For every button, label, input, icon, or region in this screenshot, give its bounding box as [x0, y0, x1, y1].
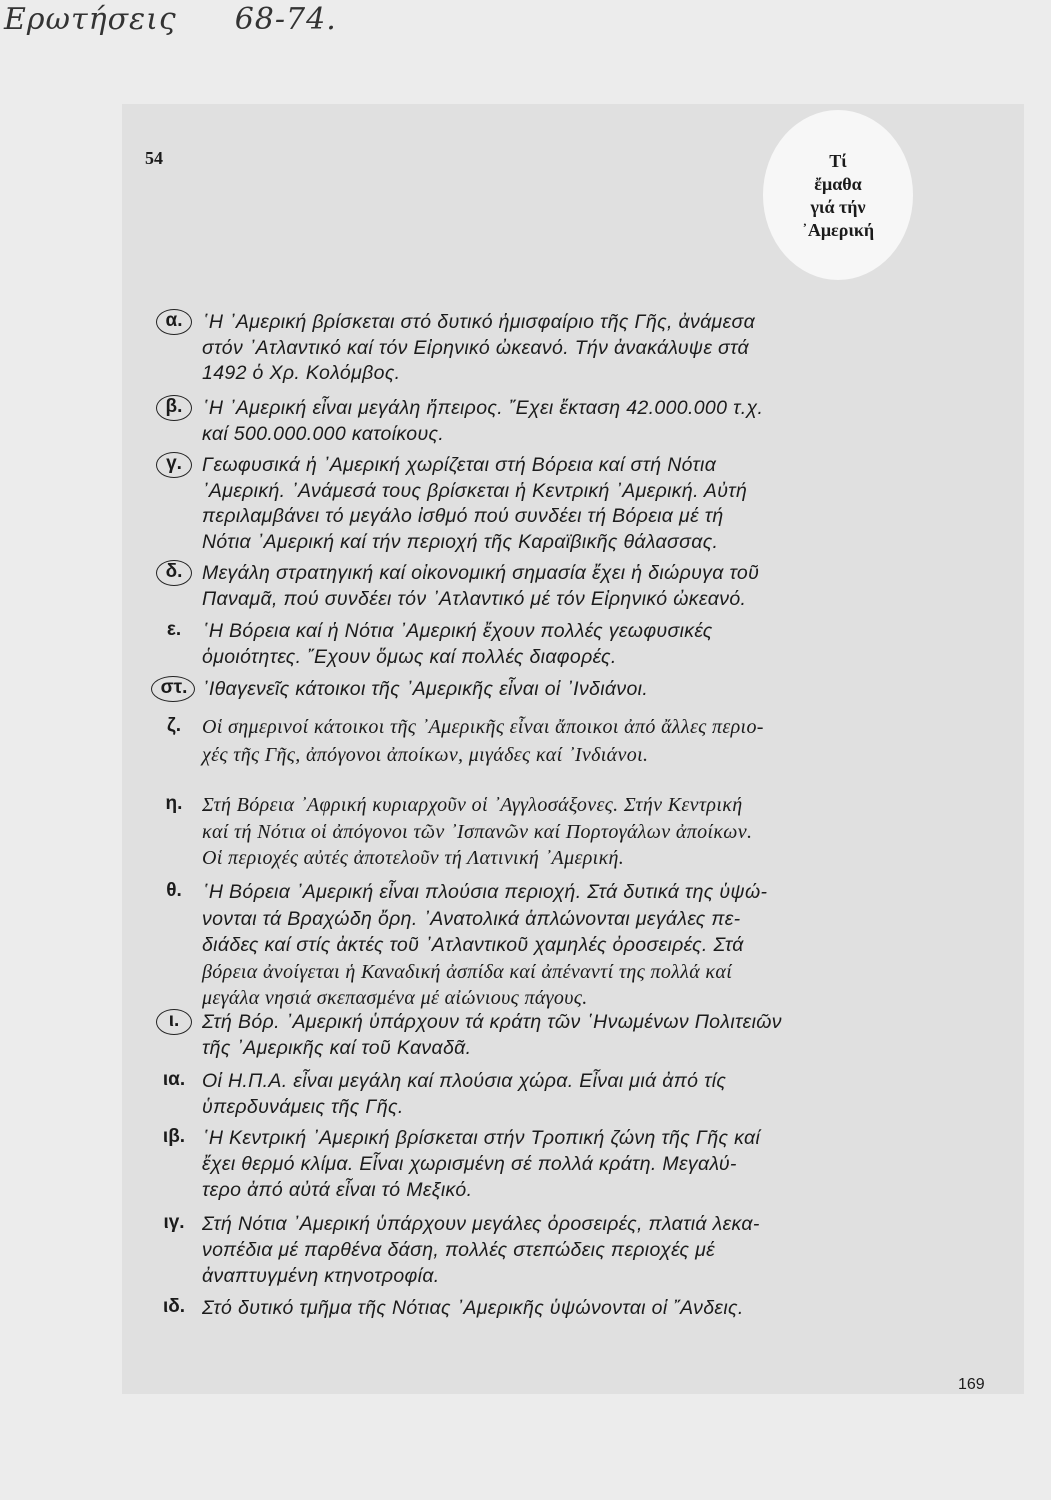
item-text-line: Οἱ σημερινοί κάτοικοι τῆς ᾽Αμερικῆς εἶναι ἄποικοι ἀπό ἄλλες περιο- — [202, 716, 764, 738]
handwritten-range: 68-74. — [234, 2, 337, 37]
item-text-line: τερο ἀπό αὐτά εἶναι τό Μεξικό. — [202, 1179, 473, 1201]
item-label: στ. — [150, 677, 198, 699]
item-text-line: ὑπερδυνάμεις τῆς Γῆς. — [202, 1096, 404, 1118]
item-label: ι. — [150, 1010, 198, 1032]
item-text-line: Νότια ᾽Αμερική καί τήν περιοχή τῆς Καραϊβικῆς θάλασσας. — [202, 530, 719, 553]
item-text-line: διάδες καί στίς ἀκτές τοῦ ᾽Ατλαντικοῦ χαμηλές ὀροσειρές. Στά — [202, 934, 744, 956]
item-label: ια. — [162, 1069, 186, 1090]
item-text-line: Στό δυτικό τμῆμα τῆς Νότιας ᾽Αμερικῆς ὑψώνονται οἱ ῎Ανδεις. — [202, 1297, 744, 1319]
item-text-line: νονται τά Βραχώδη ὄρη. ᾽Ανατολικά ἁπλώνονται μεγάλες πε- — [202, 907, 741, 930]
item-text-line: Παναμᾶ, πού συνδέει τόν ᾽Ατλαντικό μέ τόν Εἰρηνικό ὠκεανό. — [202, 588, 747, 610]
item-label: ε. — [166, 619, 182, 640]
item-text-line: περιλαμβάνει τό μεγάλο ἰσθμό πού συνδέει τή Βόρεια μέ τή — [202, 505, 724, 527]
title-line: γιά τήν — [810, 197, 866, 217]
item-text-line: 1492 ὁ Χρ. Κολόμβος. — [202, 362, 401, 384]
item-text-line: ῾Η Βόρεια καί ἡ Νότια ᾽Αμερική ἔχουν πολλές γεωφυσικές — [202, 620, 713, 642]
item-text-line: Γεωφυσικά ἡ ᾽Αμερική χωρίζεται στή Βόρεια καί στή Νότια — [202, 454, 717, 476]
section-title — [763, 150, 913, 242]
item-label: ζ. — [166, 715, 182, 736]
item-text-line: Στή Βόρεια ᾽Αφρική κυριαρχοῦν οἱ ᾽Αγγλοσάξονες. Στήν Κεντρική — [202, 794, 743, 816]
item-text-line: μεγάλα νησιά σκεπασμένα μέ αἰώνιους πάγους. — [202, 987, 588, 1009]
item-text-line: Οἱ περιοχές αὐτές ἀποτελοῦν τή Λατινική ᾽Αμερική. — [202, 847, 625, 869]
item-text-line: ῾Η Βόρεια ᾽Αμερική εἶναι πλούσια περιοχή. Στά δυτικά της ὑψώ- — [202, 881, 768, 903]
lesson-number: 54 — [145, 148, 163, 168]
item-text-line: τῆς ᾽Αμερικῆς καί τοῦ Καναδᾶ. — [202, 1036, 472, 1059]
item-text-line: ἔχει θερμό κλίμα. Εἶναι χωρισμένη σέ πολλά κράτη. Μεγαλύ- — [202, 1153, 737, 1175]
item-label: θ. — [166, 880, 182, 901]
item-text-line: Οἱ Η.Π.Α. εἶναι μεγάλη καί πλούσια χώρα. Εἶναι μιά ἀπό τίς — [202, 1070, 727, 1092]
item-label: δ. — [150, 561, 198, 583]
item-label: α. — [150, 310, 198, 332]
item-text-line: νοπέδια μέ παρθένα δάση, πολλές στεπώδεις περιοχές μέ — [202, 1239, 716, 1261]
item-text-line: ῾Η Κεντρική ᾽Αμερική βρίσκεται στήν Τροπική ζώνη τῆς Γῆς καί — [202, 1127, 761, 1149]
item-text-line: καί τή Νότια οἱ ἀπόγονοι τῶν ᾽Ισπανῶν καί Πορτογάλων ἀποίκων. — [202, 820, 753, 843]
item-text-line: ᾽Αμερική. ᾽Ανάμεσά τους βρίσκεται ἡ Κεντρική ᾽Αμερική. Αὐτή — [202, 479, 748, 502]
item-label: ιδ. — [162, 1296, 186, 1317]
handwritten-note — [4, 2, 337, 37]
item-text-line: Μεγάλη στρατηγική καί οἰκονομική σημασία ἔχει ἡ διώρυγα τοῦ — [202, 562, 760, 584]
item-text-line: στόν ᾽Ατλαντικό καί τόν Εἰρηνικό ὠκεανό. Τήν ἀνακάλυψε στά — [202, 336, 749, 359]
item-text-line: ῾Η ᾽Αμερική εἶναι μεγάλη ἤπειρος. ῎Εχει ἔκταση 42.000.000 τ.χ. — [202, 397, 764, 419]
item-label: ιγ. — [163, 1212, 185, 1233]
item-text-line: χές τῆς Γῆς, ἀπόγονοι ἀποίκων, μιγάδες καί ᾽Ινδιάνοι. — [202, 744, 649, 766]
handwritten-word: Ερωτήσεις — [4, 2, 177, 37]
page-number: 169 — [958, 1376, 985, 1393]
item-text-line: ὁμοιότητες. ῎Εχουν ὅμως καί πολλές διαφορές. — [202, 646, 617, 668]
title-line: Τί — [829, 151, 847, 171]
item-text-line: βόρεια ἀνοίγεται ἡ Καναδική ἀσπίδα καί ἀπέναντί της πολλά καί — [202, 960, 733, 983]
item-label: β. — [150, 396, 198, 418]
item-label: γ. — [150, 453, 198, 475]
item-text-line: ῾Η ᾽Αμερική βρίσκεται στό δυτικό ἡμισφαίριο τῆς Γῆς, ἀνάμεσα — [202, 311, 756, 333]
title-line: ᾽Αμερική — [801, 220, 875, 240]
title-line: ἔμαθα — [814, 174, 862, 194]
item-text-line: Στή Βόρ. ᾽Αμερική ὑπάρχουν τά κράτη τῶν ῾Ηνωμένων Πολιτειῶν — [202, 1011, 782, 1033]
item-text-line: Στή Νότια ᾽Αμερική ὑπάρχουν μεγάλες ὀροσειρές, πλατιά λεκα- — [202, 1213, 760, 1235]
item-text-line: ᾽Ιθαγενεῖς κάτοικοι τῆς ᾽Αμερικῆς εἶναι οἱ ᾽Ινδιάνοι. — [202, 678, 649, 700]
item-text-line: ἀναπτυγμένη κτηνοτροφία. — [202, 1265, 440, 1287]
item-label: ιβ. — [162, 1126, 186, 1147]
item-text-line: καί 500.000.000 κατοίκους. — [202, 423, 445, 445]
item-label: η. — [165, 793, 183, 814]
